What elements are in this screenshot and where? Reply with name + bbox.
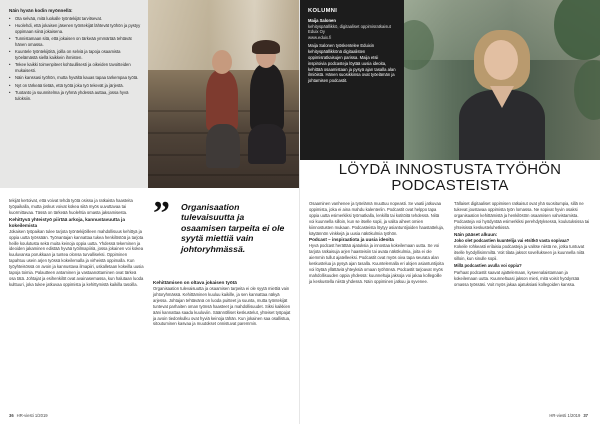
- qa-answer: Kokeile rohkeasti erilaisia podcasteja ja valitse niistä ne, jotka tuntuvat itselle hyödyllisimmiltä. Voit tilata jaksot sovellukseen ja kuunnella niitä silloin, kun sinulle sopii.: [454, 244, 585, 262]
- section-subheading: Kehittämisen on oltava jokaisen työtä: [153, 280, 237, 285]
- author-portrait-photo: [404, 0, 600, 160]
- left-footer: [9, 413, 48, 418]
- tips-item: • Huolehdi, että jokaisen jäsenen työntekijät lähtevät työhön ja pystyy oppimaan siinä jokaisena.: [9, 23, 141, 34]
- author-name: Maija Salonen: [308, 18, 336, 23]
- author-org: Eduix Oy: [308, 29, 325, 35]
- tips-item: • Tekee kaikki toimenpiteet kohtuullisesti ja oikeiden tavoitteiden mukaisesti.: [9, 62, 141, 73]
- photo-person-woman-legs: [248, 124, 286, 164]
- body-paragraph: tekijät kertoivat, että voivat tehdä työtä osissa ja ratkaista haasteita työpaikalla, mutta joskus voivat kokea siitä myös uuvuttavaa tai kuormittavaa. Tässä on tärkeää huolehtia omasta jaksamisesta.: [9, 198, 133, 215]
- author-web: www.eduix.fi: [308, 34, 332, 40]
- right-page: [300, 0, 600, 424]
- tips-box: [0, 0, 148, 188]
- tips-item: • Kuuntele työntekijöitä, joilla on selviä ja tapoja osaamista työelämästä siellä kaikkein ihmisten.: [9, 49, 141, 60]
- qa-answer: Parhaat podcastit saavat ajattelemaan, kyseenalaistamaan ja kokeilemaan uutta. Kuunneltuasi jakson mieti, mitä voisit hyödyntää omassa työssäsi. Voit myös jakaa ajatuksiasi kollegoiden kanssa.: [454, 270, 580, 287]
- photo-plant: [574, 60, 600, 120]
- column-label: KOLUMNI: [308, 8, 338, 14]
- section-subheading: Näin pääset alkuun:: [454, 231, 498, 237]
- tips-item: • Ota selvää, mitä luokalle työntekijät tarvitsevat.: [9, 16, 141, 22]
- author-title: kehityspäällikkö, digitaaliset oppimisratkaisut: [308, 23, 391, 29]
- pull-quote-text: Organisaation tulevaisuutta ja osaamisen tarpeita ei ole syytä miettiä vain johtoryhmässä.: [181, 202, 285, 254]
- tips-item: • Tunnistamaan sitä, että jokaisen on tärkeää ymmärtää tehtävät hänen omassa.: [9, 36, 141, 47]
- tips-item: • Näin kanssasi työhön, mutta hyvältä kauas tapaa tarkempaa työtä.: [9, 75, 141, 81]
- right-column-2: [454, 201, 592, 289]
- interview-photo: [148, 0, 300, 188]
- qa-question: Joko olet podcastien kuuntelija vai etsitkö vasta sopivaa?: [454, 237, 570, 243]
- magazine-name: HR-viesti 1/2019: [16, 413, 48, 418]
- tips-list: [9, 16, 141, 101]
- photo-person-man: [206, 70, 238, 130]
- page-number: 36: [9, 413, 14, 418]
- quote-mark: ”: [153, 195, 170, 232]
- portrait-face: [484, 40, 518, 80]
- author-info: [308, 18, 397, 40]
- photo-person-man-head: [212, 50, 232, 74]
- photo-person-woman-hair: [252, 40, 280, 54]
- section-subheading: Podcast – inspiraatiota ja uusia ideoita: [309, 237, 394, 243]
- body-paragraph: Tällaiset digitaaliset oppimisen ratkaisut ovat yhä suositumpia, sillä ne tukevat joustavaa oppimista työn lomassa. Ne sopivat hyvin osaksi organisaation kehittämistä ja henkilöstön osaamisen vahvistamista. Podcasteja voi hyödyntää esimerkiksi perehdytyksessä, koulutuksissa tai yhteisissä keskusteluhetkissä.: [454, 201, 590, 230]
- body-paragraph: Organisaation tulevaisuutta ja osaamisen tarpeita ei ole syytä miettiä vain johtoryhmässä. Kehittäminen kuuluu kaikille, ja sen kannattaa näkyä arjessa. Johtajan tehtävänä on luoda puitteet ja suunta, mutta työntekijät tuntevat parhaiten oman työnsä haasteet ja mahdollisuudet. Siksi kaikkien ääni kannattaa saada kuuluviin. Säännölliset keskustelut, yhteiset työpajat ja avoin tiedonkulku ovat hyviä keinoja tähän. Kun jokainen saa osallistua, sitoutuminen kasvaa ja muutokset onnistuvat paremmin.: [153, 286, 291, 327]
- qa-question: Millä podcastien avulla voi oppia?: [454, 263, 522, 269]
- magazine-name: HR-viesti 1/2019: [549, 413, 581, 418]
- right-column-1: [309, 201, 445, 286]
- section-subheading: Kehittyvä yhteistyö piirtää arkoja, kannustavuutta ja kokeilemista: [9, 216, 125, 228]
- body-paragraph: Jokaisen työpaikan tulee tarjota työntekijöilleen mahdollisuus kehittyä ja oppia uutta työssään. Työnantajan kannattaa tukea henkilöstöä ja tarjota heille koulutusta sekä muita keinoja oppia uutta. Yhdessä tekeminen ja ideoiden jakaminen edistää hyvää työilmapiiriä, jossa jokainen voi kokea kuuluvansa porukkaan ja tuntea olonsa turvalliseksi. Oppiminen tapahtuu usein arjen työssä kokeilemalla ja virheistä oppimalla. Kun työyhteisössä on avoin ja kannustava ilmapiiri, uskalletaan kokeilla uusia tapoja toimia. Palautteen antaminen ja vastaanottaminen ovat tärkeä osa tätä. Johtajat ja esihenkilöt ovat avainasemassa, kun halutaan luoda kulttuuri, joka tukee jatkuvaa oppimista ja kehittymistä kaikilla tasoilla.: [9, 228, 144, 287]
- body-paragraph: Hyvä podcast herättää ajatuksia ja innostaa kokeilemaan uutta. Se voi tarjota ratkaisuja arjen haasteisiin tai avata näkökulmia, joita ei ole aiemmin tullut ajatelleeksi. Podcastit ovat myös oiva tapa seurata alan keskustelua ja pysyä ajan tasalla. Kuuntelemalla eri alojen asiantuntijoita voi löytää yllättäviä yhteyksiä omaan työhönsä. Podcastit tarjoavat myös mahdollisuuden oppia yhdessä: kuunneltuja jaksoja voi jakaa kollegoille ja keskustella niistä yhdessä. Näin oppiminen jatkuu ja syvenee.: [309, 243, 444, 284]
- column-author-panel: [300, 0, 404, 160]
- article-headline: LÖYDÄ INNOSTUSTA TYÖHÖN PODCASTEISTA: [338, 161, 562, 194]
- photo-person-woman: [250, 64, 284, 130]
- left-column-1: [9, 198, 144, 289]
- body-paragraph: Osaaminen vanhenee ja työelämä muuttuu nopeasti. Se vaatii jatkuvaa oppimista, joka ei aina mahdu kalenteriin. Podcastit ovat helppo tapa oppia uutta esimerkiksi työmatkalla, lenkillä tai kotitöitä tehdessä. Niitä voi kuunnella silloin, kun se itselle sopii, ja valita aiheet omien kiinnostusten mukaan. Podcasteista löytyy asiantuntijoiden haastatteluja, käytännön vinkkejä ja uusia näkökulmia työhön.: [309, 201, 445, 236]
- tips-title: Näin hyvän kodin myönnellä:: [9, 8, 73, 13]
- author-bio: Maija Salonen työskentelee Eduixin kehityspäällikkönä digitaalisten oppimisratkaisujen parissa. Maija etsii inspiroivia podcasteja löytää uusia ideoita, kehittää osaamistaan ja pysyä ajan tasalla alan ilmiöistä. Hänen suosikkinsa ovat työelämän ja johtamisen podcastit.: [308, 43, 396, 84]
- tips-item: • Nyt on tärkeää tietää, että työtä joka työ tekevät ja järjestä.: [9, 83, 141, 89]
- tips-item: • Tuotanto ja suunnitelma ja ryhmä yhdessä auttaa, jossa hyvä tuloksiin.: [9, 90, 141, 101]
- photo-person-man-legs: [206, 124, 240, 168]
- right-footer: [549, 413, 591, 418]
- page-number: 37: [583, 413, 588, 418]
- left-column-2: [153, 280, 291, 328]
- photo-stair: [148, 174, 300, 176]
